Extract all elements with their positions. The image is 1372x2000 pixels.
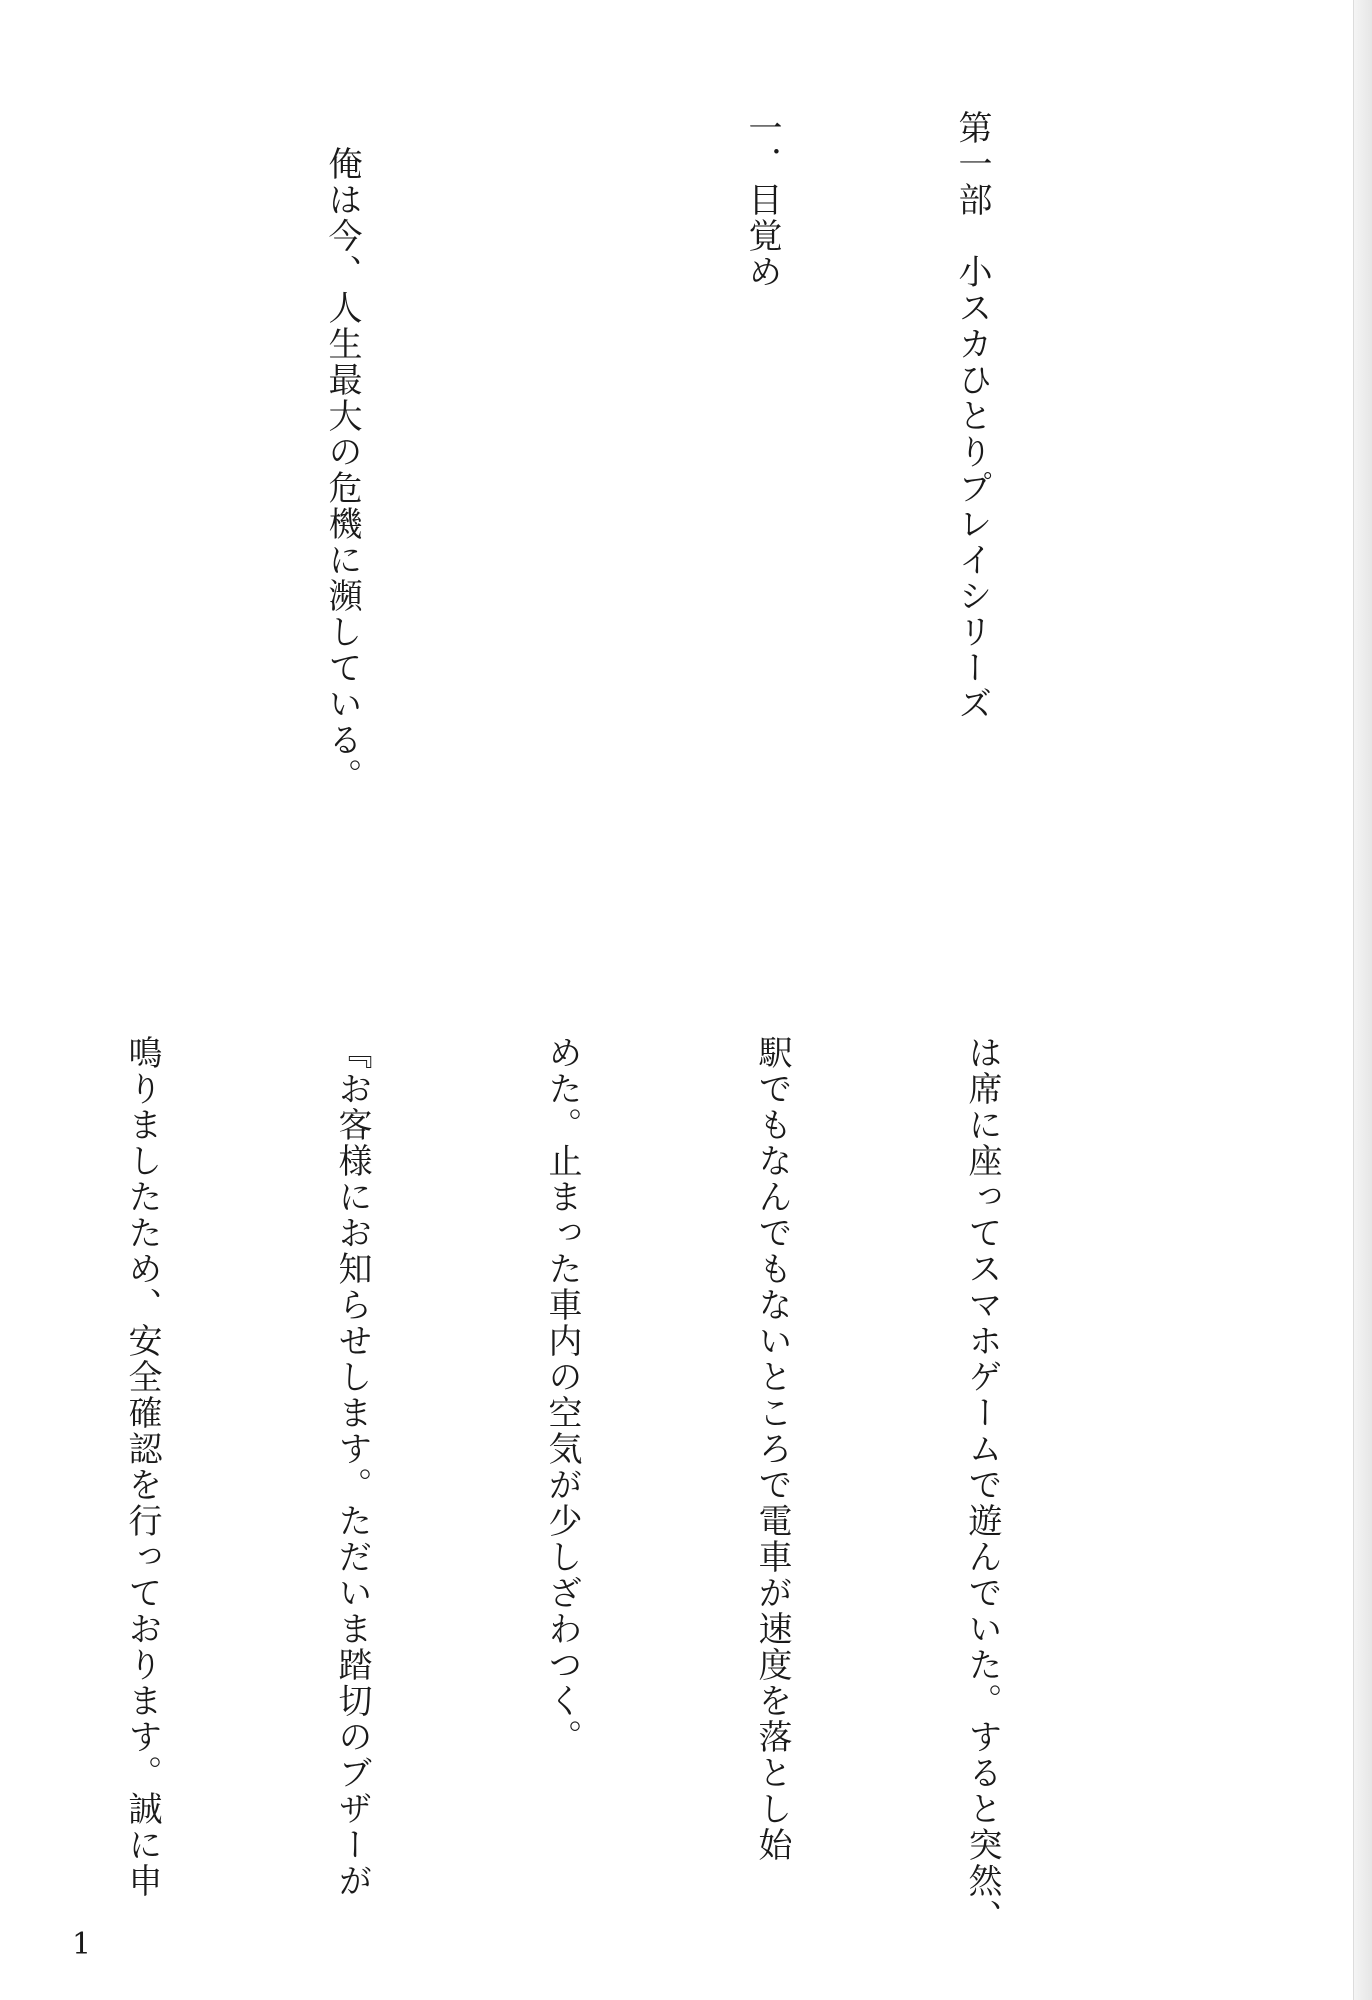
- heading-part-title: 第一部 小スカひとりプレイシリーズ: [952, 110, 992, 722]
- heading-chapter-title: 一．目覚め: [742, 110, 782, 290]
- text-line: めた。止まった車内の空気が少しざわつく。: [542, 1035, 582, 1755]
- text-line: は席に座ってスマホゲームで遊んでいた。すると突然、: [962, 1035, 1002, 1935]
- text-line: 駅でもなんでもないところで電車が速度を落とし始: [752, 1035, 792, 1863]
- text-line: 俺は今、人生最大の危機に瀕している。: [322, 110, 362, 794]
- text-line: 『お客様にお知らせします。ただいま踏切のブザーが: [332, 1035, 372, 1899]
- text-block-bottom: [122, 1035, 1157, 1935]
- page-number: 1: [72, 1927, 92, 1962]
- text-block-top: [147, 110, 1147, 970]
- blank-line: [97, 110, 167, 970]
- page-edge: [1353, 0, 1372, 2000]
- blank-line: [517, 110, 587, 970]
- text-line: 鳴りましたため、安全確認を行っております。誠に申: [122, 1035, 162, 1899]
